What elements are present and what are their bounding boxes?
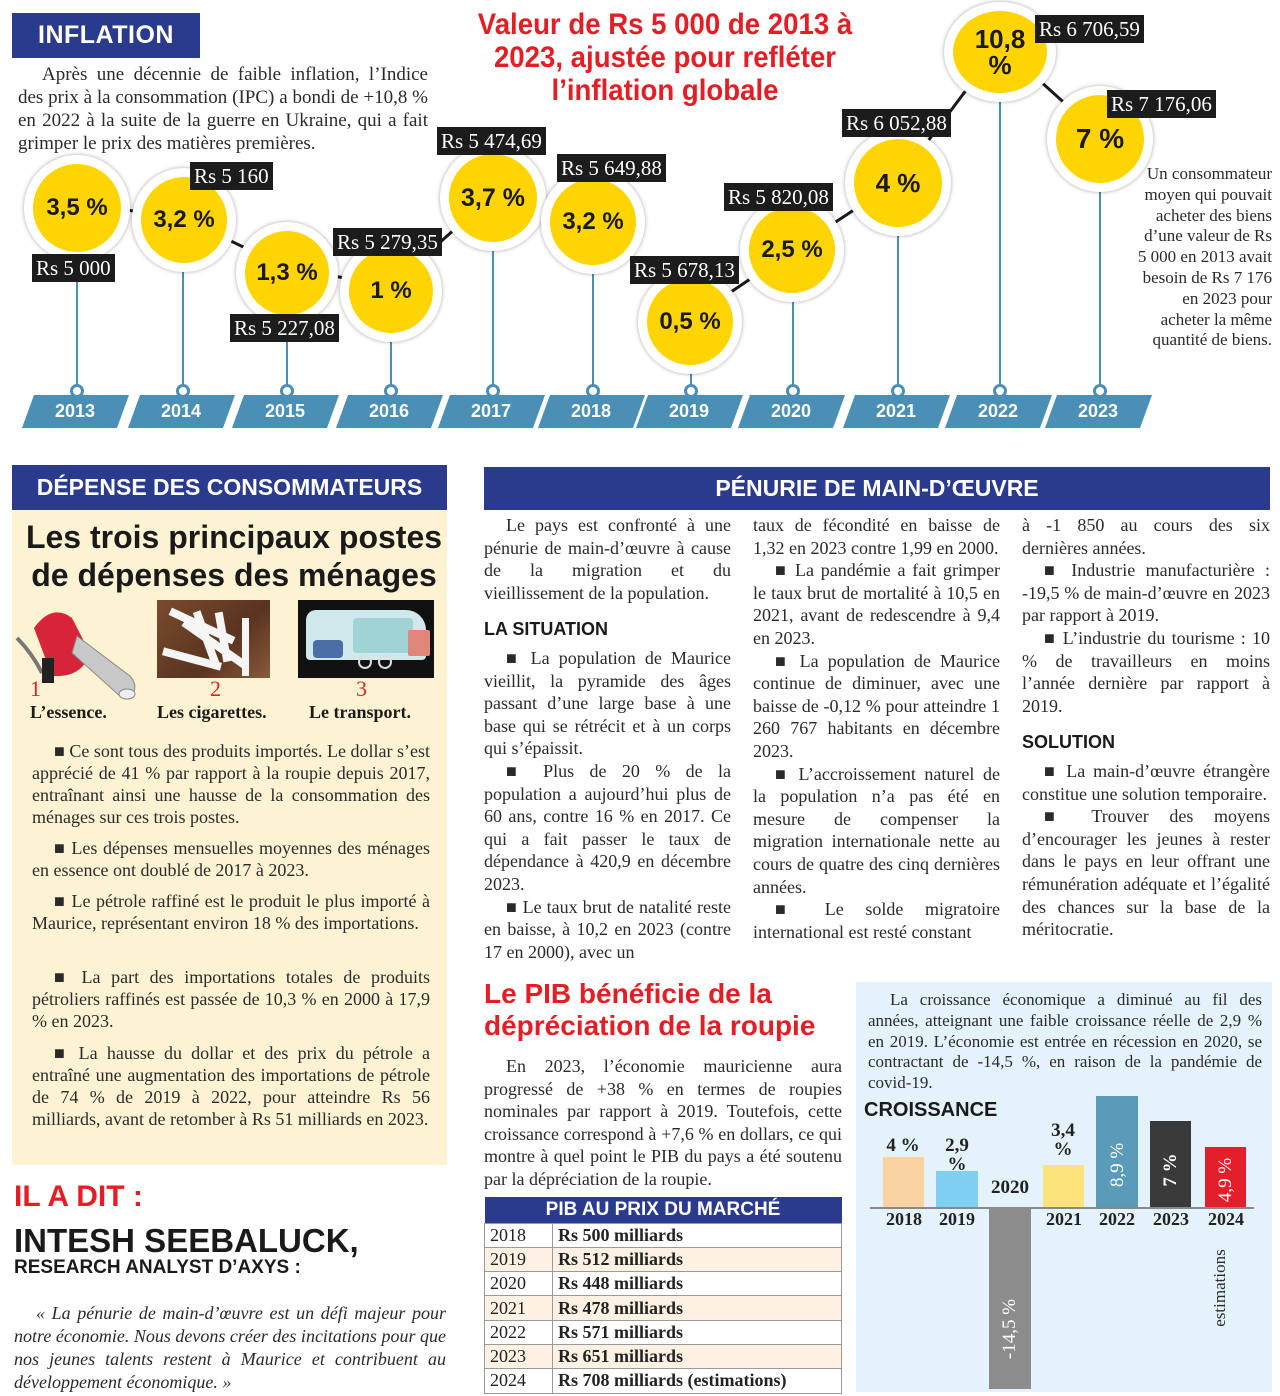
value-label-2022: Rs 6 706,59 bbox=[1035, 15, 1144, 43]
bar-2021 bbox=[1043, 1165, 1084, 1207]
rank-1: 1 bbox=[30, 676, 41, 701]
inflation-bubble-2018: 3,2 % bbox=[541, 170, 645, 274]
bar-label-2022: 8,9 % bbox=[1107, 1142, 1128, 1188]
timeline-stem bbox=[1099, 185, 1101, 390]
penurie-bullet: ■ La population de Maurice continue de diminuer, avec une baisse de -0,12 % pour atteindre 1 260 767 habitants en décembre 2023. bbox=[753, 650, 1000, 761]
penurie-column-2 bbox=[753, 514, 1000, 943]
penurie-bullet: ■ La population de Maurice vieillit, la pyramide des âges passant d’une large base à une base qui se rétrécit et à un corps qui s’épaissit. bbox=[484, 647, 731, 759]
timeline-stem bbox=[897, 230, 899, 390]
year-tab-2016: 2016 bbox=[336, 395, 443, 428]
inflation-intro-text: Après une décennie de faible inflation, l’Indice des prix à la consommation (IPC) a bondi de +10,8 % en 2022 à la suite de la guerre en Ukraine, qui a fait grimper le prix des matières premières. bbox=[18, 64, 428, 154]
table-row bbox=[485, 1320, 842, 1344]
penurie-bullet: ■ Industrie manufacturière : -19,5 % de main-d’œuvre en 2023 par rapport à 2019. bbox=[1022, 560, 1270, 626]
bubble-rate-line1: 10,8 bbox=[974, 24, 1026, 54]
timeline-node bbox=[486, 384, 500, 398]
depenses-bullet: ■ La part des importations totales de produits pétroliers raffinés est passée de 10,3 % en 2000 à 17,9 % en 2023. bbox=[32, 967, 430, 1031]
penurie-intro: Le pays est confronté à une pénurie de main-d’œuvre à cause de la migration et du vieillissement de la population. bbox=[484, 515, 731, 603]
inflation-bubble-2014: 3,2 % bbox=[132, 168, 236, 272]
row-value: Rs 448 milliards bbox=[553, 1272, 842, 1296]
year-tab-2020: 2020 bbox=[738, 395, 845, 428]
pib-table-title: PIB AU PRIX DU MARCHÉ bbox=[485, 1197, 842, 1223]
section-badge-penurie: PÉNURIE DE MAIN-D’ŒUVRE bbox=[484, 467, 1270, 510]
timeline-stem bbox=[999, 100, 1001, 390]
bar-2018 bbox=[883, 1157, 924, 1207]
table-row bbox=[485, 1369, 842, 1393]
value-label-2020: Rs 5 820,08 bbox=[724, 183, 833, 211]
timeline-node bbox=[586, 384, 600, 398]
year-tab-2014: 2014 bbox=[128, 395, 235, 428]
row-value: Rs 512 milliards bbox=[553, 1247, 842, 1271]
bar-label-2020: -14,5 % bbox=[999, 1298, 1020, 1360]
penurie-column-1 bbox=[484, 514, 731, 963]
year-tab-2022: 2022 bbox=[945, 395, 1052, 428]
depenses-bullet: ■ Le pétrole raffiné est le produit le plus importé à Maurice, représentant environ 18 % des importations. bbox=[32, 891, 430, 933]
timeline-stem bbox=[76, 280, 78, 390]
bar-label-line1: 3,4 bbox=[1051, 1120, 1075, 1141]
timeline-node bbox=[786, 384, 800, 398]
depenses-bullet: ■ La hausse du dollar et des prix du pétrole a entraîné une augmentation des importations de pétrole de 74 % de 2019 à 2022, pour atteindre Rs 56 milliards, avant de retomber à Rs 51 milliards en 2023. bbox=[32, 1043, 430, 1129]
year-tab-2017: 2017 bbox=[438, 395, 545, 428]
penurie-bullet: ■ Trouver des moyens d’encourager les jeunes à rester dans le pays en leur offrant une rémunération adéquate et l’égalité des chances sur la base de la méritocratie. bbox=[1022, 806, 1270, 940]
rank-2: 2 bbox=[210, 676, 221, 701]
row-year: 2023 bbox=[485, 1344, 553, 1368]
penurie-bullet: ■ Le solde migratoire international est resté constant bbox=[753, 899, 1000, 942]
inflation-bubble-2017: 3,7 % bbox=[440, 145, 546, 251]
year-tab-2023: 2023 bbox=[1045, 395, 1152, 428]
inflation-bubble-2019: 0,5 % bbox=[638, 270, 742, 374]
row-value: Rs 478 milliards bbox=[553, 1296, 842, 1320]
bar-2019 bbox=[936, 1171, 978, 1207]
timeline-node bbox=[384, 384, 398, 398]
x-tick-2021: 2021 bbox=[1046, 1209, 1082, 1229]
value-label-2014: Rs 5 160 bbox=[190, 162, 273, 190]
value-label-2016: Rs 5 279,35 bbox=[333, 228, 442, 256]
item-label-essence: L’essence. bbox=[30, 702, 107, 722]
quote-author-name: INTESH SEEBALUCK, bbox=[14, 1222, 359, 1259]
penurie-bullet: ■ La main-d’œuvre étrangère constitue une solution temporaire. bbox=[1022, 760, 1270, 804]
penurie-bullet: ■ Plus de 20 % de la population a aujourd’hui plus de 60 ans, contre 16 % en 2017. Ce qui a fait passer le taux de dépendance à 420,9 en décembre 2023. bbox=[484, 760, 731, 894]
quote-text: « La pénurie de main-d’œuvre est un défi majeur pour notre économie. Nous devons créer des incitations pour que nos jeunes talents restent à Maurice et contribuent au développement économique. » bbox=[14, 1303, 446, 1392]
timeline-node bbox=[993, 384, 1007, 398]
bubble-rate-line2: % bbox=[988, 50, 1012, 80]
row-value: Rs 500 milliards bbox=[553, 1223, 842, 1247]
value-label-2013: Rs 5 000 bbox=[32, 254, 115, 282]
croissance-text: La croissance économique a diminué au fil des années, atteignant une faible croissance réelle de 2,9 % en 2019. L’économie est entrée en récession en 2020, se contractant de -14,5 %, en raison de la pandémie de covid-19. bbox=[868, 990, 1262, 1093]
timeline-node bbox=[176, 384, 190, 398]
subheading-solution: SOLUTION bbox=[1022, 732, 1115, 753]
timeline-stem bbox=[286, 340, 288, 390]
inflation-bubble-2021: 4 % bbox=[845, 130, 951, 236]
item-label-cigarettes: Les cigarettes. bbox=[157, 702, 267, 722]
row-year: 2018 bbox=[485, 1223, 553, 1247]
row-year: 2019 bbox=[485, 1247, 553, 1271]
timeline-stem bbox=[792, 300, 794, 390]
penurie-bullet: ■ La pandémie a fait grimper le taux brut de mortalité à 10,5 en 2021, avant de redescendre à 9,4 en 2023. bbox=[753, 560, 1000, 648]
bar-label-line2: % bbox=[1053, 1139, 1073, 1160]
x-tick-2023: 2023 bbox=[1153, 1209, 1189, 1229]
bar-label-2019 bbox=[934, 1136, 980, 1174]
value-label-2015: Rs 5 227,08 bbox=[230, 314, 339, 342]
bar-label-2023: 7 % bbox=[1160, 1153, 1181, 1187]
bar-year-2020-above: 2020 bbox=[991, 1177, 1029, 1198]
row-year: 2020 bbox=[485, 1272, 553, 1296]
inflation-bubble-2013: 3,5 % bbox=[24, 155, 130, 261]
x-tick-2022: 2022 bbox=[1099, 1209, 1135, 1229]
timeline-node bbox=[891, 384, 905, 398]
bar-label-2021 bbox=[1040, 1121, 1086, 1159]
pib-table bbox=[484, 1197, 842, 1394]
value-label-2017: Rs 5 474,69 bbox=[437, 127, 546, 155]
year-tab-2019: 2019 bbox=[636, 395, 743, 428]
timeline-node bbox=[70, 384, 84, 398]
transport-image bbox=[298, 600, 434, 678]
section-badge-depenses: DÉPENSE DES CONSOMMATEURS bbox=[12, 465, 447, 510]
depenses-bullet: ■ Les dépenses mensuelles moyennes des ménages en essence ont doublé de 2017 à 2023. bbox=[32, 838, 430, 880]
value-label-2019: Rs 5 678,13 bbox=[630, 256, 739, 284]
inflation-bubble-2015: 1,3 % bbox=[236, 222, 338, 324]
side-note: Un consommateur moyen qui pouvait acheter des biens d’une valeur de Rs 5 000 en 2013 avait besoin de Rs 7 176 en 2023 pour acheter la même quantité de biens. bbox=[1137, 164, 1272, 350]
quote-author-role: RESEARCH ANALYST D’AXYS : bbox=[14, 1257, 301, 1278]
bar-label-line2: % bbox=[947, 1154, 967, 1175]
timeline-node bbox=[1093, 384, 1107, 398]
penurie-column-3 bbox=[1022, 514, 1270, 941]
inflation-bubble-2023: 7 % bbox=[1047, 86, 1153, 192]
penurie-bullet: ■ Le taux brut de natalité reste en baisse, à 10,2 en 2023 (contre 17 en 2000), avec un bbox=[484, 896, 731, 962]
row-value: Rs 708 milliards (estimations) bbox=[553, 1369, 842, 1393]
depenses-heading: Les trois principaux postes de dépenses des ménages bbox=[25, 519, 443, 593]
pib-text: En 2023, l’économie mauricienne aura progressé de +38 % en termes de roupies nominales par rapport à 2019. Toutefois, cette croissance correspond à +7,6 % en dollars, ce qui montre à quel point le PIB du pays a été soutenu par la dépréciation de la roupie. bbox=[484, 1056, 842, 1189]
row-value: Rs 571 milliards bbox=[553, 1320, 842, 1344]
bar-label-2018: 4 % bbox=[886, 1135, 920, 1156]
row-value: Rs 651 milliards bbox=[553, 1344, 842, 1368]
year-tab-2021: 2021 bbox=[843, 395, 950, 428]
croissance-title: CROISSANCE bbox=[864, 1099, 998, 1121]
table-row bbox=[485, 1223, 842, 1247]
row-year: 2021 bbox=[485, 1296, 553, 1320]
x-tick-2018: 2018 bbox=[886, 1209, 922, 1229]
inflation-bubble-2016: 1 % bbox=[340, 240, 442, 342]
depenses-bullet: ■ Ce sont tous des produits importés. Le dollar s’est apprécié de 41 % par rapport à la roupie depuis 2017, entraînant ainsi une hausse de la consommation des ménages sur ces trois postes. bbox=[32, 741, 430, 827]
table-row bbox=[485, 1296, 842, 1320]
value-label-2021: Rs 6 052,88 bbox=[842, 109, 951, 137]
table-row bbox=[485, 1272, 842, 1296]
timeline-node bbox=[280, 384, 294, 398]
timeline-stem bbox=[592, 270, 594, 390]
x-tick-2024: 2024 bbox=[1208, 1209, 1244, 1229]
timeline-stem bbox=[390, 340, 392, 390]
rank-3: 3 bbox=[356, 676, 367, 701]
penurie-bullet: ■ L’accroissement naturel de la population n’a pas été en mesure de compenser la migration internationale nette au cours de quatre des cinq dernières années. bbox=[753, 763, 1000, 897]
timeline-node bbox=[684, 384, 698, 398]
chart-title: Valeur de Rs 5 000 de 2013 à 2023, ajustée pour refléter l’inflation globale bbox=[477, 8, 853, 107]
bar-label-line1: 2,9 bbox=[945, 1135, 969, 1156]
penurie-bullet: ■ L’industrie du tourisme : 10 % de travailleurs en moins l’année dernière par rapport à 2019. bbox=[1022, 627, 1270, 716]
table-row bbox=[485, 1344, 842, 1368]
section-badge-inflation: INFLATION bbox=[12, 13, 200, 58]
item-label-transport: Le transport. bbox=[309, 702, 411, 722]
x-tick-2019: 2019 bbox=[939, 1209, 975, 1229]
timeline-stem bbox=[492, 245, 494, 390]
pib-title: Le PIB bénéficie de la dépréciation de la roupie bbox=[484, 978, 816, 1041]
penurie-continued: à -1 850 au cours des six dernières années. bbox=[1022, 515, 1270, 558]
row-year: 2024 bbox=[485, 1369, 553, 1393]
year-tab-2013: 2013 bbox=[22, 395, 129, 428]
inflation-bubble-2020: 2,5 % bbox=[740, 198, 844, 302]
value-label-2018: Rs 5 649,88 bbox=[557, 154, 666, 182]
subheading-situation: LA SITUATION bbox=[484, 619, 608, 640]
quote-label: IL A DIT : bbox=[14, 1180, 143, 1213]
row-year: 2022 bbox=[485, 1320, 553, 1344]
timeline-stem bbox=[182, 265, 184, 390]
estimations-note: estimations bbox=[1210, 1249, 1229, 1327]
year-tab-2018: 2018 bbox=[538, 395, 645, 428]
table-row bbox=[485, 1247, 842, 1271]
year-tab-2015: 2015 bbox=[232, 395, 339, 428]
value-label-2023: Rs 7 176,06 bbox=[1107, 90, 1216, 118]
bar-label-2024: 4,9 % bbox=[1215, 1157, 1236, 1203]
cigarettes-image bbox=[157, 600, 270, 678]
penurie-continued: taux de fécondité en baisse de 1,32 en 2023 contre 1,99 en 2000. bbox=[753, 515, 1000, 558]
